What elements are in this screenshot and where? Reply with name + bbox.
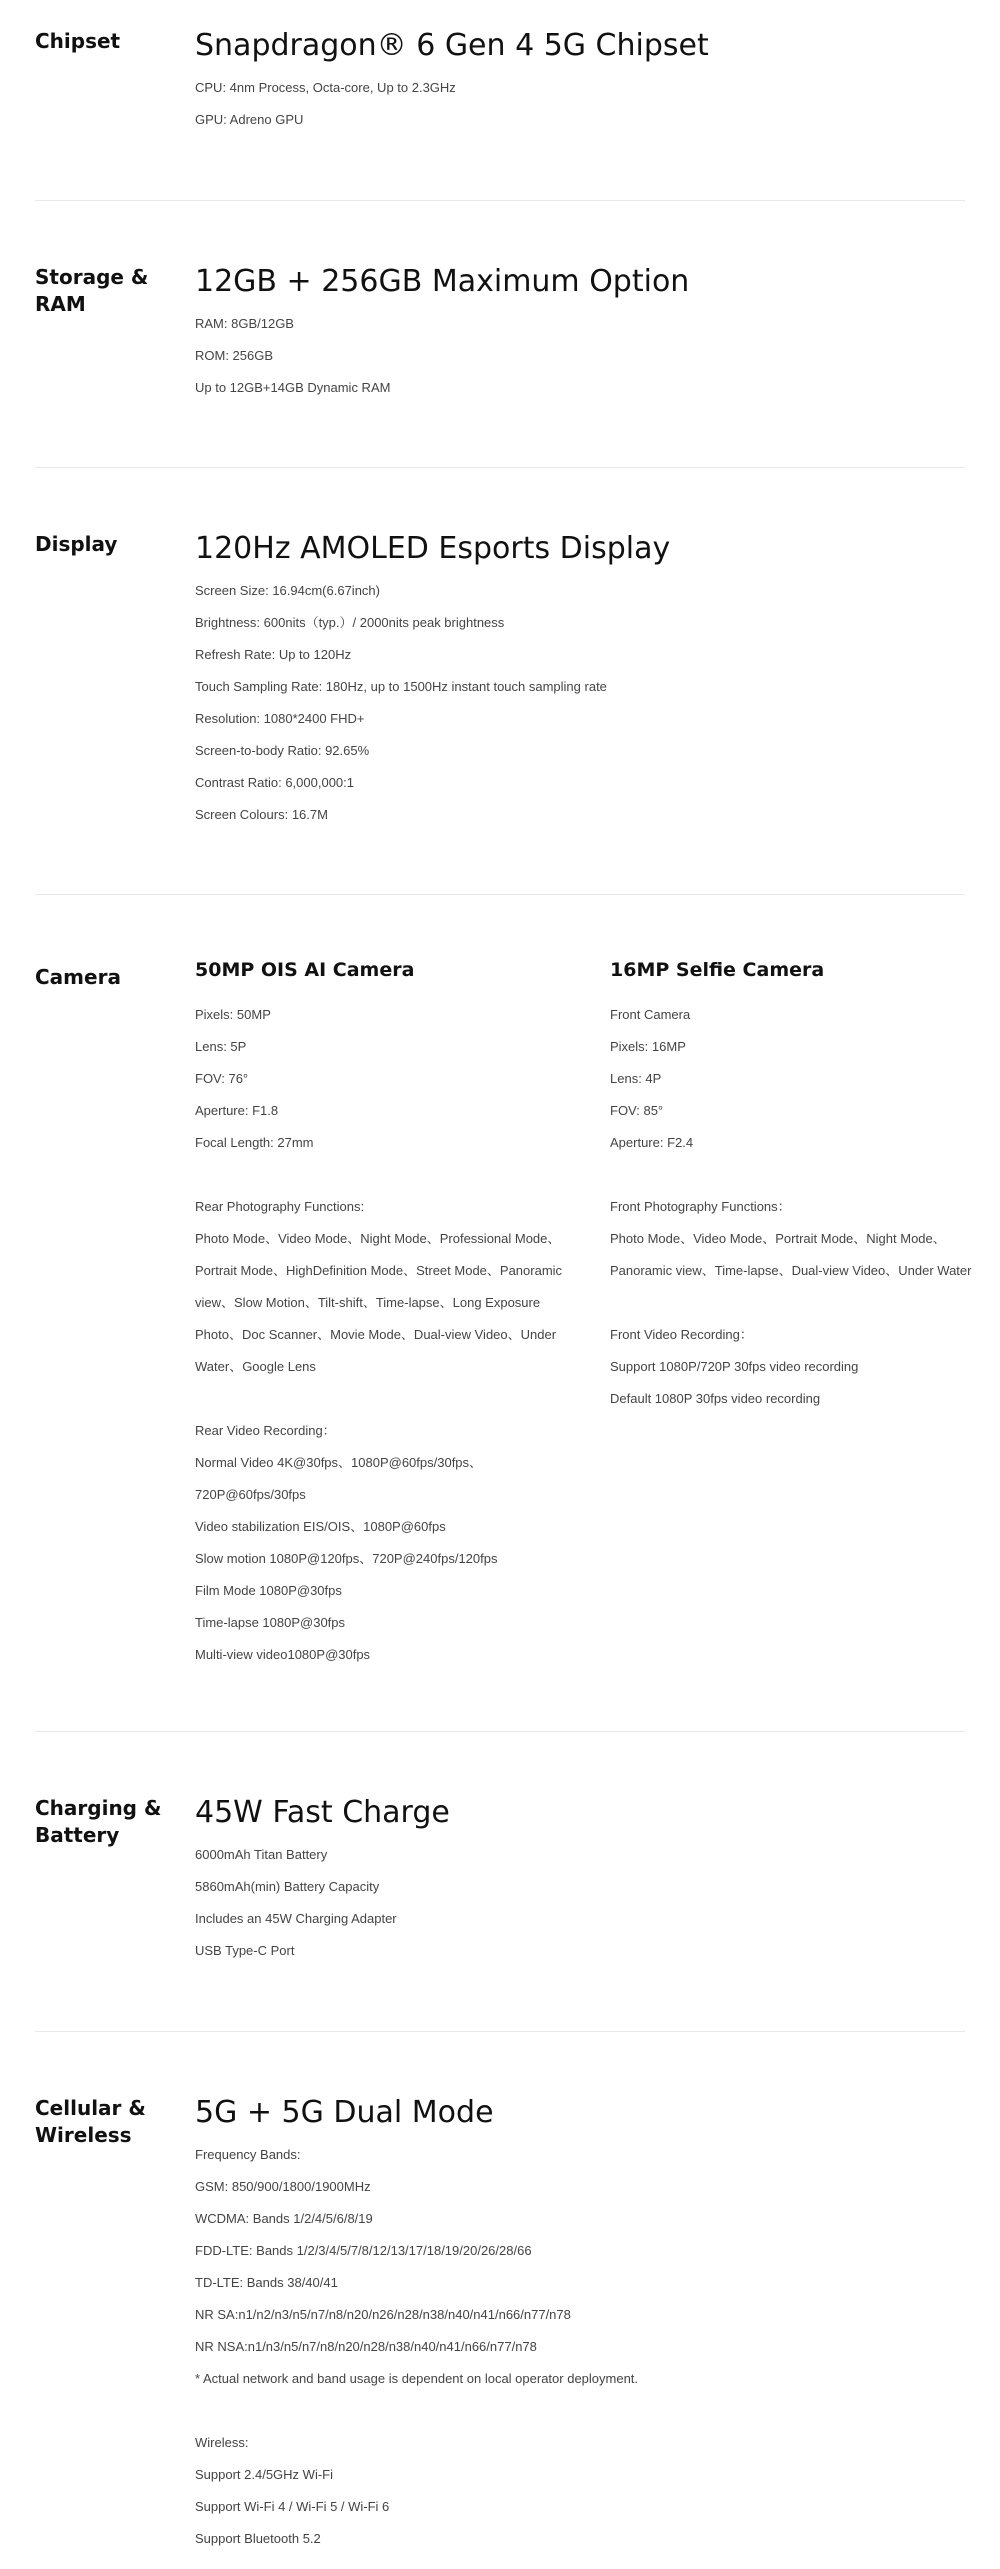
spec-line: 5860mAh(min) Battery Capacity <box>195 1879 380 1894</box>
spec-line: NR NSA:n1/n3/n5/n7/n8/n20/n28/n38/n40/n41/n66/n77/n78 <box>195 2339 537 2354</box>
spec-line: GPU: Adreno GPU <box>195 112 304 127</box>
spec-line: FOV: 85° <box>610 1103 664 1118</box>
spec-line: GSM: 850/900/1800/1900MHz <box>195 2179 371 2194</box>
spec-line: Film Mode 1080P@30fps <box>195 1583 342 1598</box>
display-section <box>35 468 965 895</box>
section-title: Snapdragon® 6 Gen 4 5G Chipset <box>195 28 709 63</box>
front-camera-title: 16MP Selfie Camera <box>610 959 825 981</box>
section-body <box>195 264 965 467</box>
spec-line: Slow motion 1080P@120fps、720P@240fps/120fps <box>195 1551 498 1566</box>
section-body <box>195 28 965 200</box>
spec-line: Resolution: 1080*2400 FHD+ <box>195 711 365 726</box>
spec-line: FDD-LTE: Bands 1/2/3/4/5/7/8/12/13/17/18/19/20/26/28/66 <box>195 2243 532 2258</box>
spec-line: Pixels: 16MP <box>610 1039 686 1054</box>
spec-line: TD-LTE: Bands 38/40/41 <box>195 2275 338 2290</box>
spec-line: Wireless: <box>195 2435 249 2450</box>
section-body <box>195 1795 965 2031</box>
battery-section <box>35 1732 965 2032</box>
spec-line: Normal Video 4K@30fps、1080P@60fps/30fps、 <box>195 1455 483 1470</box>
front-camera-column <box>610 958 1000 1731</box>
spec-line: Front Camera <box>610 1007 691 1022</box>
spec-line: Contrast Ratio: 6,000,000:1 <box>195 775 354 790</box>
rear-camera-column <box>195 958 610 1731</box>
cellular-section <box>35 2032 965 2569</box>
spec-line: Screen-to-body Ratio: 92.65% <box>195 743 370 758</box>
spec-line: Includes an 45W Charging Adapter <box>195 1911 397 1926</box>
spec-line: Touch Sampling Rate: 180Hz, up to 1500Hz instant touch sampling rate <box>195 679 607 694</box>
spec-line: USB Type-C Port <box>195 1943 295 1958</box>
spec-line: Screen Size: 16.94cm(6.67inch) <box>195 583 380 598</box>
section-body <box>195 2095 965 2569</box>
section-label: Charging & Battery <box>35 1796 162 1847</box>
spec-line: Brightness: 600nits（typ.）/ 2000nits peak brightness <box>195 615 505 630</box>
camera-section <box>35 895 972 1732</box>
spec-line: WCDMA: Bands 1/2/4/5/6/8/19 <box>195 2211 373 2226</box>
chipset-section <box>35 0 965 201</box>
spec-line: Aperture: F1.8 <box>195 1103 279 1118</box>
section-label: Display <box>35 532 118 556</box>
spec-line: 6000mAh Titan Battery <box>195 1847 328 1862</box>
section-title: 5G + 5G Dual Mode <box>195 2095 494 2130</box>
spec-line: Pixels: 50MP <box>195 1007 271 1022</box>
spec-line: FOV: 76° <box>195 1071 249 1086</box>
section-title: 45W Fast Charge <box>195 1795 450 1830</box>
spec-line: ROM: 256GB <box>195 348 274 363</box>
spec-line: Multi-view video1080P@30fps <box>195 1647 371 1662</box>
rear-camera-title: 50MP OIS AI Camera <box>195 959 415 981</box>
spec-line: Support 2.4/5GHz Wi-Fi <box>195 2467 333 2482</box>
spec-line: Frequency Bands: <box>195 2147 301 2162</box>
spec-line: Up to 12GB+14GB Dynamic RAM <box>195 380 391 395</box>
spec-line: RAM: 8GB/12GB <box>195 316 294 331</box>
storage-section <box>35 201 965 468</box>
spec-line: CPU: 4nm Process, Octa-core, Up to 2.3GHz <box>195 80 456 95</box>
spec-line: Support Bluetooth 5.2 <box>195 2531 321 2546</box>
spec-line: Support 1080P/720P 30fps video recording <box>610 1359 859 1374</box>
section-title: 12GB + 256GB Maximum Option <box>195 264 690 299</box>
spec-line: NR SA:n1/n2/n3/n5/n7/n8/n20/n26/n28/n38/n40/n41/n66/n77/n78 <box>195 2307 571 2322</box>
spec-line: Aperture: F2.4 <box>610 1135 694 1150</box>
spec-line: Screen Colours: 16.7M <box>195 807 328 822</box>
section-label: Storage & RAM <box>35 265 149 316</box>
spec-line: 720P@60fps/30fps <box>195 1487 306 1502</box>
functions-text: Photo Mode、Video Mode、Portrait Mode、Night Mode、Panoramic view、Time-lapse、Dual-view Video、Under Water <box>610 1231 972 1278</box>
spec-line: Default 1080P 30fps video recording <box>610 1391 821 1406</box>
spec-line: Time-lapse 1080P@30fps <box>195 1615 346 1630</box>
spec-line: Video stabilization EIS/OIS、1080P@60fps <box>195 1519 446 1534</box>
spec-line: Lens: 4P <box>610 1071 662 1086</box>
section-label: Camera <box>35 965 121 989</box>
section-label: Chipset <box>35 29 121 53</box>
section-title: 120Hz AMOLED Esports Display <box>195 531 671 566</box>
functions-heading: Rear Photography Functions: <box>195 1199 365 1214</box>
video-heading: Front Video Recording： <box>610 1327 753 1342</box>
functions-heading: Front Photography Functions： <box>610 1199 791 1214</box>
spec-line: * Actual network and band usage is dependent on local operator deployment. <box>195 2371 639 2386</box>
spec-line: Refresh Rate: Up to 120Hz <box>195 647 352 662</box>
section-label: Cellular & Wireless <box>35 2096 146 2147</box>
spec-line: Focal Length: 27mm <box>195 1135 314 1150</box>
section-body <box>195 958 1000 1731</box>
spec-line: Support Wi-Fi 4 / Wi-Fi 5 / Wi-Fi 6 <box>195 2499 390 2514</box>
section-body <box>195 531 965 894</box>
spec-line: Lens: 5P <box>195 1039 247 1054</box>
functions-text: Photo Mode、Video Mode、Night Mode、Professional Mode、Portrait Mode、HighDefinition Mode、Street Mode、Panoramic view、Slow Motion、Tilt-shift、Time-lapse、Long Exposure Photo、Doc Scanner、Movie Mode、Dual-view Video、Under Water、Google Lens <box>195 1231 563 1374</box>
video-heading: Rear Video Recording： <box>195 1423 336 1438</box>
